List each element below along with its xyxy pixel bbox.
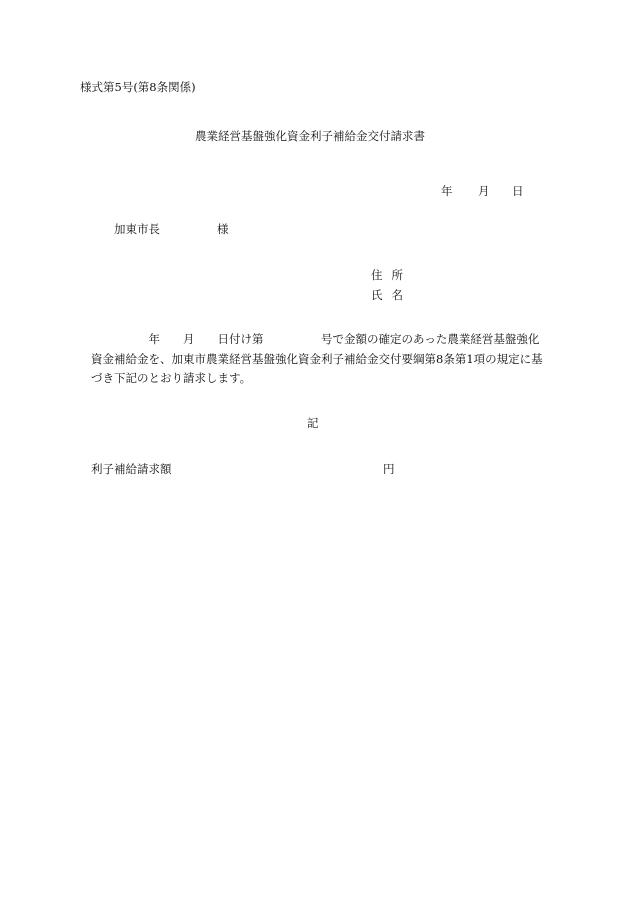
- ki-heading: 記: [307, 416, 319, 430]
- request-body: [91, 330, 561, 389]
- form-number: 様式第5号(第8条関係): [80, 80, 196, 94]
- amount-label: 利子補給請求額: [91, 462, 172, 476]
- date-year-label: 年: [441, 184, 453, 198]
- request-body-line: 資金補給金を、加東市農業経営基盤強化資金利子補給金交付要綱第8条第1項の規定に基: [91, 351, 543, 366]
- request-body-line: づき下記のとおり請求します。: [91, 371, 252, 385]
- date-day-label: 日: [512, 184, 524, 198]
- address-label: 住所: [371, 268, 412, 282]
- request-body-line: 年 月 日付け第 号で金額の確定のあった農業経営基盤強化: [91, 332, 540, 346]
- amount-unit: 円: [383, 462, 395, 476]
- addressee-name: 加東市長: [114, 222, 160, 236]
- addressee-honorific: 様: [217, 222, 229, 236]
- document-title: 農業経営基盤強化資金利子補給金交付請求書: [195, 129, 425, 143]
- name-label: 氏名: [371, 288, 412, 302]
- date-month-label: 月: [478, 184, 490, 198]
